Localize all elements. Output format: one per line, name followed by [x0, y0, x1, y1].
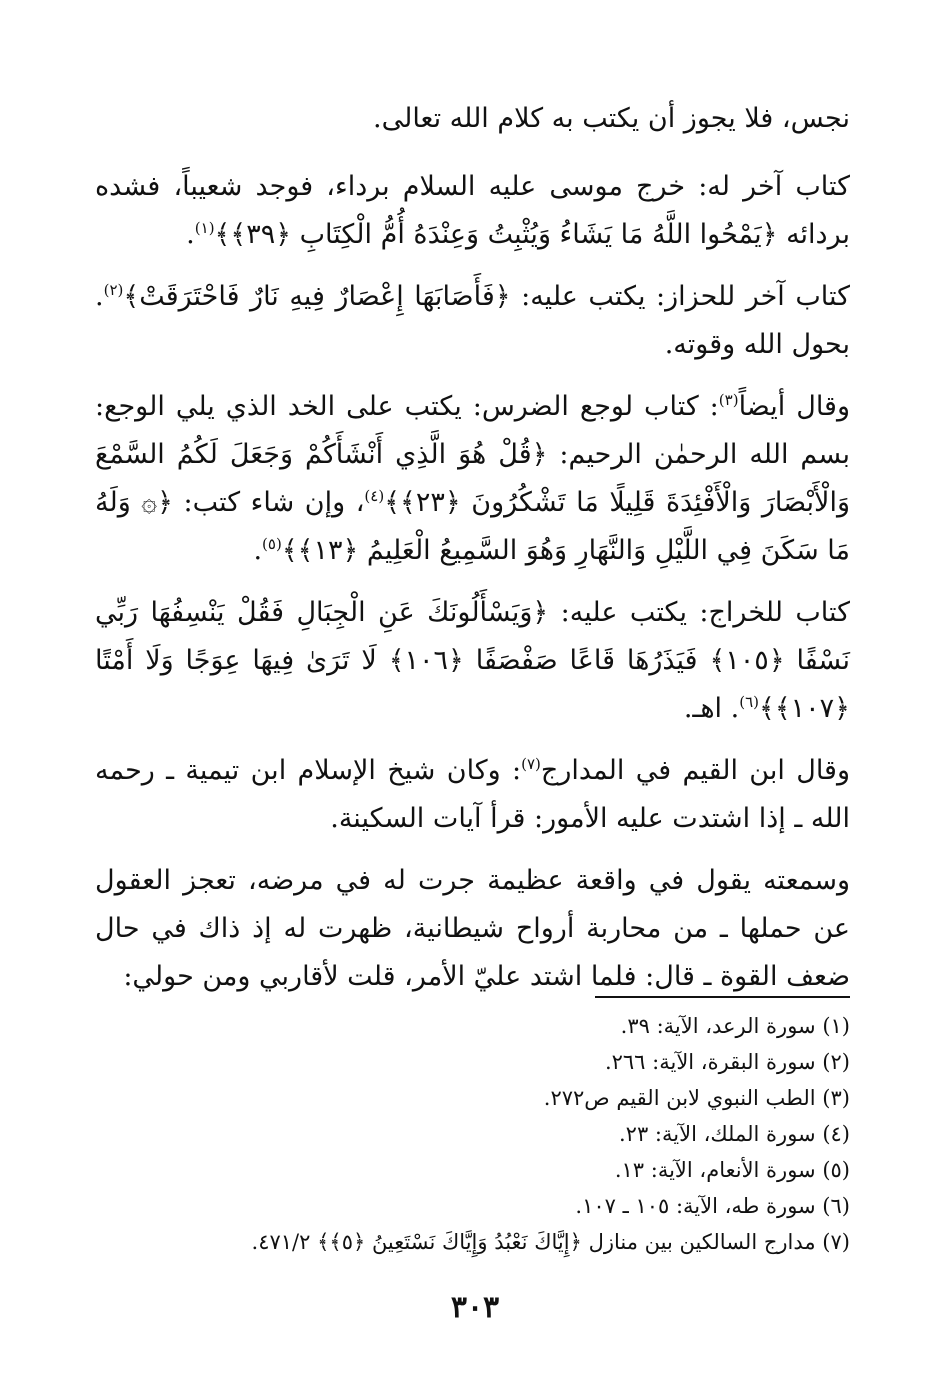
paragraph-7: وسمعته يقول في واقعة عظيمة جرت له في مرضه، تعجز العقول عن حملها ـ من محاربة أرواح شيطانية، ظهرت له إذ ذاك في حال ضعف القوة ـ قال: فلما اشتد عليّ الأمر، قلت لأقاربي ومن حولي:	[95, 865, 850, 992]
footnote-6: (٦) سورة طه، الآية: ١٠٥ ـ ١٠٧.	[575, 1194, 850, 1218]
footnote-5: (٥) سورة الأنعام، الآية: ١٣.	[614, 1158, 850, 1182]
footnote-4: (٤) سورة الملك، الآية: ٢٣.	[618, 1122, 850, 1146]
page-body	[95, 95, 850, 1001]
footnotes	[100, 1008, 850, 1260]
footnote-1: (١) سورة الرعد، الآية: ٣٩.	[620, 1014, 850, 1038]
page-number: ٣٠٣	[450, 1290, 500, 1325]
paragraph-5: كتاب للخراج: يكتب عليه: ﴿وَيَسْأَلُونَكَ عَنِ الْجِبَالِ فَقُلْ يَنْسِفُهَا رَبِّي نَسْفًا ﴿١٠٥﴾ فَيَذَرُهَا قَاعًا صَفْصَفًا ﴿١٠٦﴾ لَا تَرَىٰ فِيهَا عِوَجًا وَلَا أَمْتًا ﴿١٠٧﴾﴾$^{(٦)}$. اهـ.	[95, 597, 850, 724]
paragraph-3: كتاب آخر للحزاز: يكتب عليه: ﴿فَأَصَابَهَا إِعْصَارٌ فِيهِ نَارٌ فَاحْتَرَقَتْ﴾$^{(٢)}$. بحول الله وقوته.	[95, 281, 850, 360]
paragraph-1: نجس، فلا يجوز أن يكتب به كلام الله تعالى.	[373, 103, 850, 134]
paragraph-6: وقال ابن القيم في المدارج$^{(٧)}$: وكان شيخ الإسلام ابن تيمية ـ رحمه الله ـ إذا اشتدت عليه الأمور: قرأ آيات السكينة.	[95, 755, 850, 834]
footnote-2: (٢) سورة البقرة، الآية: ٢٦٦.	[604, 1050, 850, 1074]
paragraph-4: وقال أيضاً$^{(٣)}$: كتاب لوجع الضرس: يكتب على الخد الذي يلي الوجع: بسم الله الرحمٰن الرحيم: ﴿قُلْ هُوَ الَّذِي أَنْشَأَكُمْ وَجَعَلَ لَكُمُ السَّمْعَ وَالْأَبْصَارَ وَالْأَفْئِدَةَ قَلِيلًا مَا تَشْكُرُونَ ﴿٢٣﴾﴾$^{(٤)}$، وإن شاء كتب: ﴿۞ وَلَهُ مَا سَكَنَ فِي اللَّيْلِ وَالنَّهَارِ وَهُوَ السَّمِيعُ الْعَلِيمُ ﴿١٣﴾﴾$^{(٥)}$.	[95, 391, 850, 566]
footnote-7: (٧) مدارج السالكين بين منازل ﴿إِيَّاكَ نَعْبُدُ وَإِيَّاكَ نَسْتَعِينُ ﴿٥﴾﴾ ٤٧١/٢.	[251, 1230, 850, 1254]
footnote-divider	[595, 996, 850, 998]
footnote-3: (٣) الطب النبوي لابن القيم ص٢٧٢.	[543, 1086, 850, 1110]
paragraph-2: كتاب آخر له: خرج موسى عليه السلام برداء، فوجد شعيباً، فشده بردائه ﴿يَمْحُوا اللَّهُ مَا يَشَاءُ وَيُثْبِتُ وَعِنْدَهُ أُمُّ الْكِتَابِ ﴿٣٩﴾﴾$^{(١)}$.	[95, 171, 850, 250]
